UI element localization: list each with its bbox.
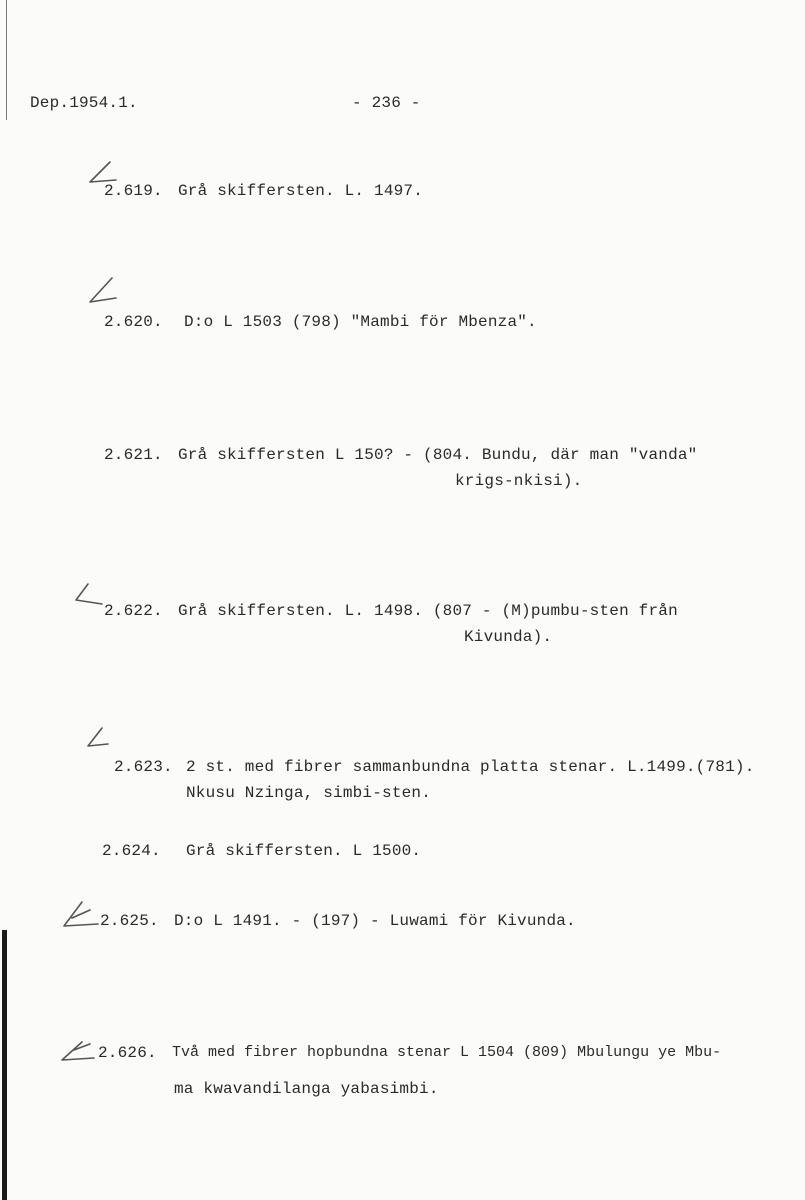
entry-number: 2.624. [102,842,161,860]
checkmark-icon [86,726,120,754]
binding-edge-bottom [2,930,7,1200]
entry-description-continued: Nkusu Nzinga, simbi-sten. [186,784,432,802]
page-number: - 236 - [352,94,421,112]
entry-number: 2.621. [104,446,163,464]
checkmark-icon [60,1038,94,1066]
entry-number: 2.619. [104,182,163,200]
entry-description: D:o L 1491. - (197) - Luwami för Kivunda. [174,912,576,930]
entry-description: Grå skiffersten L 150? - (804. Bundu, där man "vanda" [178,446,698,464]
entry-description: Grå skiffersten. L. 1497. [178,182,424,200]
checkmark-icon [62,900,96,928]
entry-description: Grå skiffersten. L. 1498. (807 - (M)pumbu-sten från [178,602,678,620]
entry-number: 2.626. [98,1044,157,1062]
checkmark-icon [86,276,120,304]
entry-description: Två med fibrer hopbundna stenar L 1504 (809) Mbulungu ye Mbu- [172,1044,722,1061]
binding-edge-top [6,0,7,120]
entry-description: D:o L 1503 (798) "Mambi för Mbenza". [184,313,537,331]
entry-number: 2.623. [114,758,173,776]
checkmark-icon [74,582,108,610]
entry-number: 2.622. [104,602,163,620]
entry-description-continued: Kivunda). [464,628,553,646]
document-reference: Dep.1954.1. [30,94,138,112]
entry-number: 2.620. [104,313,163,331]
entry-number: 2.625. [100,912,159,930]
entry-description: Grå skiffersten. L 1500. [186,842,422,860]
entry-description-continued: ma kwavandilanga yabasimbi. [174,1080,439,1098]
entry-description: 2 st. med fibrer sammanbundna platta stenar. L.1499.(781). [186,758,755,776]
entry-description-continued: krigs-nkisi). [455,472,583,490]
